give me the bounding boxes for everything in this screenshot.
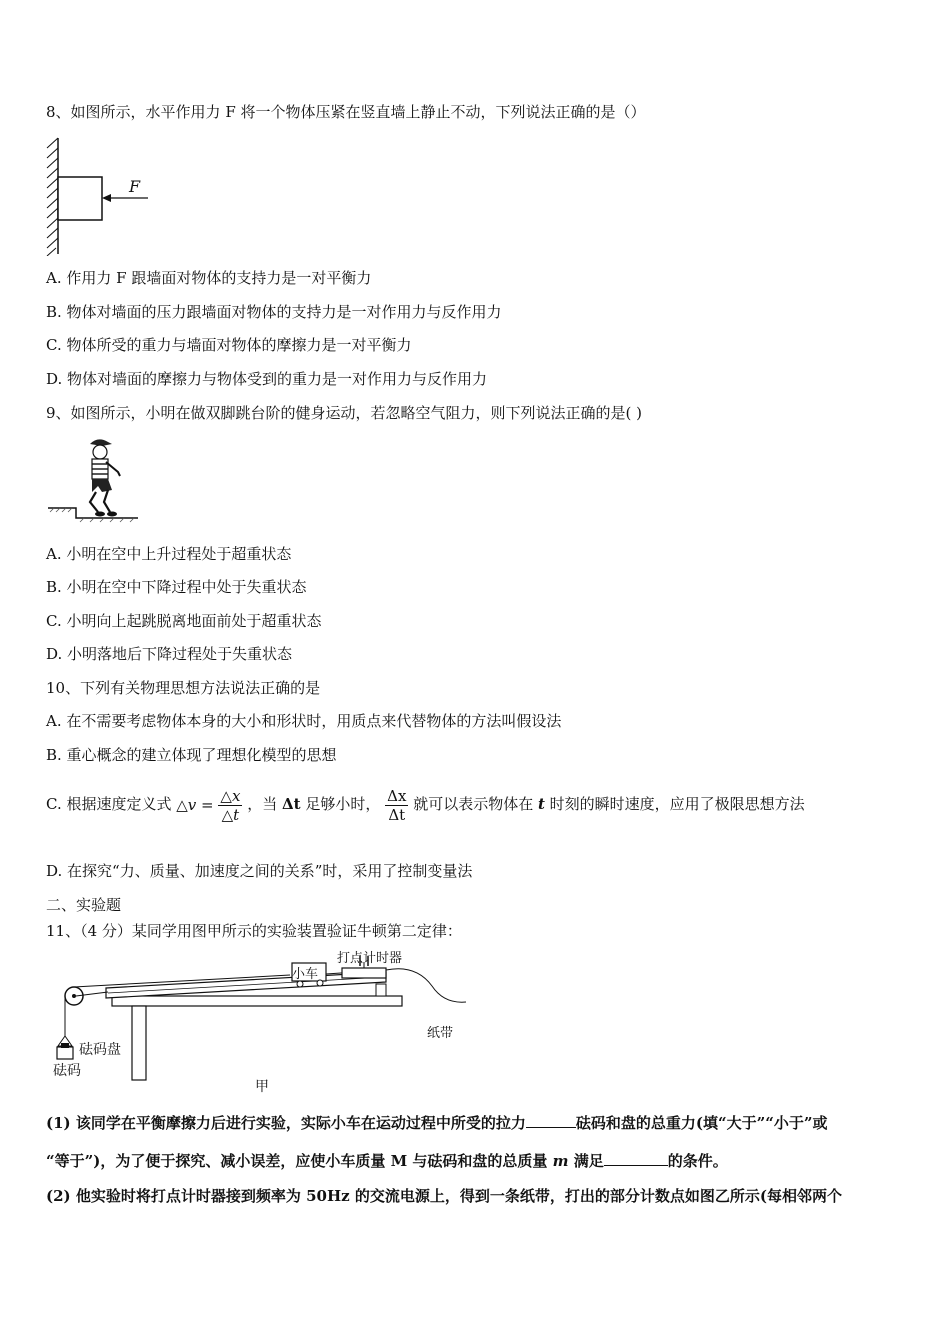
- q11-part1-text-e: 的条件。: [667, 1152, 728, 1170]
- q11-part1-line1: [46, 1113, 827, 1133]
- q11-part1-text-b: 砝码和盘的总重力(填“大于”“小于”或: [575, 1114, 828, 1132]
- figure-caption: 甲: [255, 1079, 269, 1095]
- q9-option-b: B. 小明在空中下降过程中处于失重状态: [46, 578, 307, 596]
- fraction-1-numerator: △x: [220, 786, 241, 805]
- q10-option-c-prefix: C. 根据速度定义式: [46, 795, 172, 813]
- delta-t-symbol: Δt: [281, 795, 301, 813]
- answer-blank-1: [526, 1113, 576, 1128]
- mass-m-symbol: m: [552, 1152, 569, 1170]
- q10-option-c-mid3: 就可以表示物体在: [413, 795, 538, 813]
- q8-figure-wall-block: [44, 136, 156, 256]
- q8-option-b: B. 物体对墙面的压力跟墙面对物体的支持力是一对作用力与反作用力: [46, 303, 502, 321]
- q11-figure-apparatus: [46, 946, 486, 1096]
- timer-label: 打点计时器: [337, 951, 403, 966]
- pan-label: 砝码盘: [79, 1042, 121, 1058]
- q8-stem: 8、如图所示，水平作用力 F 将一个物体压紧在竖直墙上静止不动，下列说法正确的是（）: [46, 103, 646, 121]
- cart-label: 小车: [292, 967, 319, 982]
- velocity-lhs: △v =: [176, 796, 214, 814]
- q10-option-b: B. 重心概念的建立体现了理想化模型的思想: [46, 746, 337, 764]
- answer-blank-2: [604, 1151, 668, 1166]
- q10-option-c-mid1: ，当: [247, 795, 282, 813]
- q11-part1-text-d: 满足: [568, 1152, 604, 1170]
- q9-figure-boy-jumping-step: [46, 436, 140, 524]
- q10-option-d: D. 在探究“力、质量、加速度之间的关系”时，采用了控制变量法: [46, 862, 473, 880]
- tape-label: 纸带: [427, 1026, 454, 1041]
- q10-option-c-suffix: 时刻的瞬时速度，应用了极限思想方法: [544, 795, 805, 813]
- q8-option-a: A. 作用力 F 跟墙面对物体的支持力是一对平衡力: [46, 269, 372, 287]
- q9-option-d: D. 小明落地后下降过程处于失重状态: [46, 645, 293, 663]
- q10-option-c-mid2: 足够小时，: [300, 795, 381, 813]
- velocity-fraction-2: [385, 787, 408, 824]
- velocity-fraction-1: [218, 787, 242, 824]
- q9-stem: 9、如图所示，小明在做双脚跳台阶的健身运动，若忽略空气阻力，则下列说法正确的是( ): [46, 404, 643, 422]
- q10-option-a: A. 在不需要考虑物体本身的大小和形状时，用质点来代替物体的方法叫假设法: [46, 712, 562, 730]
- q9-option-c: C. 小明向上起跳脱离地面前处于超重状态: [46, 612, 322, 630]
- q11-part1-text-a: (1) 该同学在平衡摩擦力后进行实验，实际小车在运动过程中所受的拉力: [46, 1114, 526, 1132]
- fraction-2-denominator: Δt: [388, 805, 406, 824]
- q8-force-label: F: [129, 177, 141, 196]
- time-t-symbol: t: [537, 795, 545, 813]
- q11-stem: 11、（4 分）某同学用图甲所示的实验装置验证牛顿第二定律：: [46, 922, 462, 940]
- q11-part1-line2: [46, 1151, 728, 1171]
- q8-option-c: C. 物体所受的重力与墙面对物体的摩擦力是一对平衡力: [46, 336, 412, 354]
- fraction-1-denominator: △t: [221, 805, 240, 824]
- q9-option-a: A. 小明在空中上升过程处于超重状态: [46, 545, 292, 563]
- section-title: 二、实验题: [46, 896, 122, 914]
- q11-part1-text-c: “等于”)，为了便于探究、减小误差，应使小车质量 M 与砝码和盘的总质量: [46, 1152, 553, 1170]
- weights-label: 砝码: [53, 1063, 81, 1079]
- q10-stem: 10、下列有关物理思想方法说法正确的是: [46, 679, 321, 697]
- fraction-2-numerator: Δx: [387, 786, 407, 805]
- q10-option-c: [46, 784, 805, 824]
- q11-part2: (2) 他实验时将打点计时器接到频率为 50Hz 的交流电源上，得到一条纸带，打出的部分计数点如图乙所示(每相邻两个: [46, 1187, 842, 1205]
- q8-option-d: D. 物体对墙面的摩擦力与物体受到的重力是一对作用力与反作用力: [46, 370, 488, 388]
